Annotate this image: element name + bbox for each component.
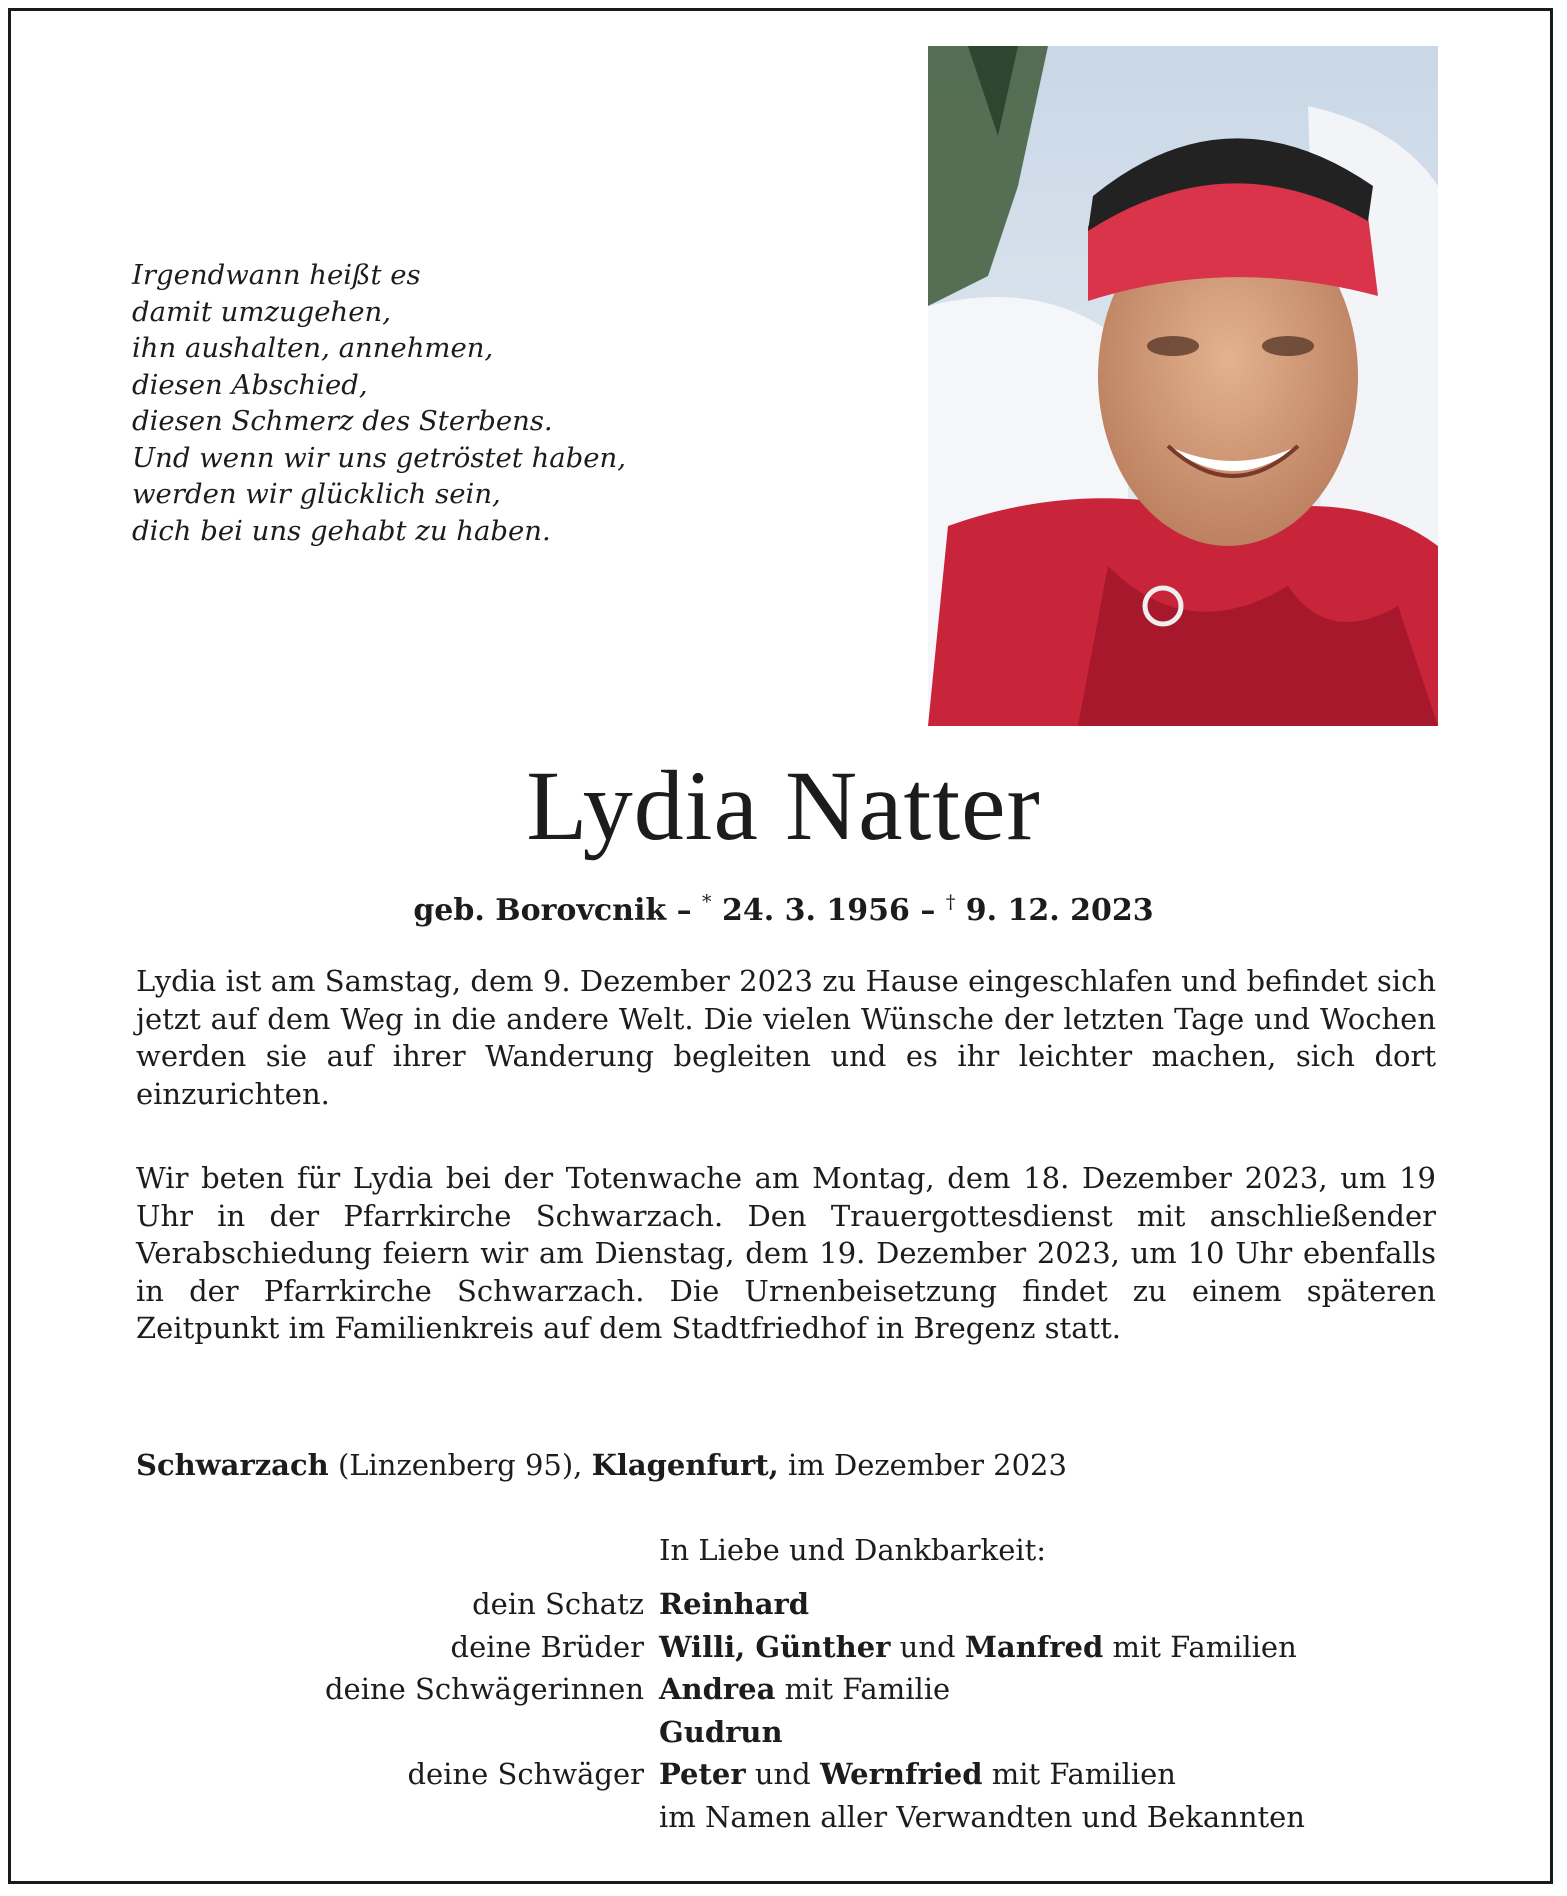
- mourner-relation: deine Schwäger: [407, 1757, 644, 1791]
- mourner-relation: deine Schwägerinnen: [324, 1672, 644, 1706]
- mourners-list: [11, 1583, 1556, 1838]
- town-name: Schwarzach: [136, 1448, 329, 1482]
- mourner-name: Wernfried: [819, 1757, 983, 1791]
- mourner-text: und: [890, 1629, 965, 1664]
- mourner-names: [659, 1711, 783, 1754]
- poem-line: diesen Abschied,: [132, 368, 368, 401]
- mourner-text: mit Familien: [982, 1757, 1176, 1791]
- death-date: 9. 12. 2023: [965, 893, 1154, 928]
- address: (Linzenberg 95),: [337, 1448, 583, 1482]
- mourner-row: [11, 1668, 1556, 1711]
- mourner-name: Andrea: [659, 1672, 776, 1706]
- mourner-names: [659, 1583, 809, 1626]
- place-date-line: [136, 1446, 1436, 1484]
- poem-line: werden wir glücklich sein,: [132, 478, 501, 510]
- mourner-row: [11, 1626, 1556, 1669]
- poem-line: damit umzugehen,: [132, 295, 391, 328]
- birth-death-line: [11, 883, 1556, 930]
- mourner-name: Willi, Günther: [659, 1629, 891, 1664]
- birth-star-icon: *: [702, 891, 712, 913]
- birth-name: geb. Borovcnik: [413, 893, 667, 928]
- mourner-row: [11, 1796, 1556, 1839]
- poem-line: diesen Schmerz des Sterbens.: [132, 405, 553, 437]
- deceased-name: Lydia Natter: [526, 750, 1041, 861]
- poem-line: Irgendwann heißt es: [132, 259, 421, 291]
- mourner-name: Peter: [659, 1757, 746, 1791]
- mourner-names: [659, 1626, 1297, 1669]
- mourner-row: [11, 1753, 1556, 1796]
- poem-line: ihn aushalten, annehmen,: [132, 332, 494, 364]
- mourner-name: Manfred: [964, 1629, 1104, 1664]
- mourner-row: [11, 1711, 1556, 1754]
- portrait-photo: [928, 46, 1438, 726]
- poem: [132, 257, 626, 549]
- dash: –: [676, 893, 692, 928]
- town-name: Klagenfurt,: [591, 1448, 779, 1482]
- death-cross-icon: †: [945, 891, 956, 913]
- announcement-paragraph: Lydia ist am Samstag, dem 9. Dezember 2023 zu Hause eingeschlafen und befindet sich jetzt auf dem Weg in die andere Welt. Die vielen Wünsche der letzten Tage und Wochen werden sie auf ihrer Wanderung begleiten und es ihr leichter machen, sich dort einzurichten.: [136, 964, 1436, 1111]
- mourner-text: mit Familien: [1103, 1629, 1297, 1664]
- mourner-name: Gudrun: [659, 1714, 783, 1749]
- dash: –: [920, 893, 936, 928]
- gratitude-heading: In Liebe und Dankbarkeit:: [659, 1533, 1047, 1567]
- service-paragraph: Wir beten für Lydia bei der Totenwache am Montag, dem 18. Dezember 2023, um 19 Uhr in der Pfarrkirche Schwarzach. Den Trauergottesdienst mit anschließender Verabschiedung feiern wir am Dienstag, dem 19. Dezember 2023, um 10 Uhr ebenfalls in der Pfarrkirche Schwarzach. Die Urnenbeisetzung findet zu einem späteren Zeitpunkt im Familienkreis auf dem Stadtfriedhof in Bregenz statt.: [136, 1161, 1436, 1345]
- mourner-names: [659, 1796, 1305, 1839]
- mourner-relation: dein Schatz: [472, 1587, 644, 1621]
- mourner-text: mit Familie: [775, 1672, 951, 1706]
- mourner-text: im Namen aller Verwandten und Bekannten: [659, 1799, 1305, 1834]
- mourner-names: [659, 1668, 950, 1711]
- obituary-frame: [8, 8, 1553, 1884]
- mourner-relation: deine Brüder: [450, 1629, 644, 1664]
- poem-line: Und wenn wir uns getröstet haben,: [132, 441, 627, 474]
- mourner-name: Reinhard: [659, 1587, 810, 1621]
- poem-line: dich bei uns gehabt zu haben.: [132, 514, 551, 547]
- mourner-row: [11, 1583, 1556, 1626]
- mourner-names: [659, 1753, 1176, 1796]
- mourner-text: und: [745, 1757, 820, 1791]
- birth-date: 24. 3. 1956: [722, 893, 910, 928]
- date-text: im Dezember 2023: [788, 1448, 1067, 1482]
